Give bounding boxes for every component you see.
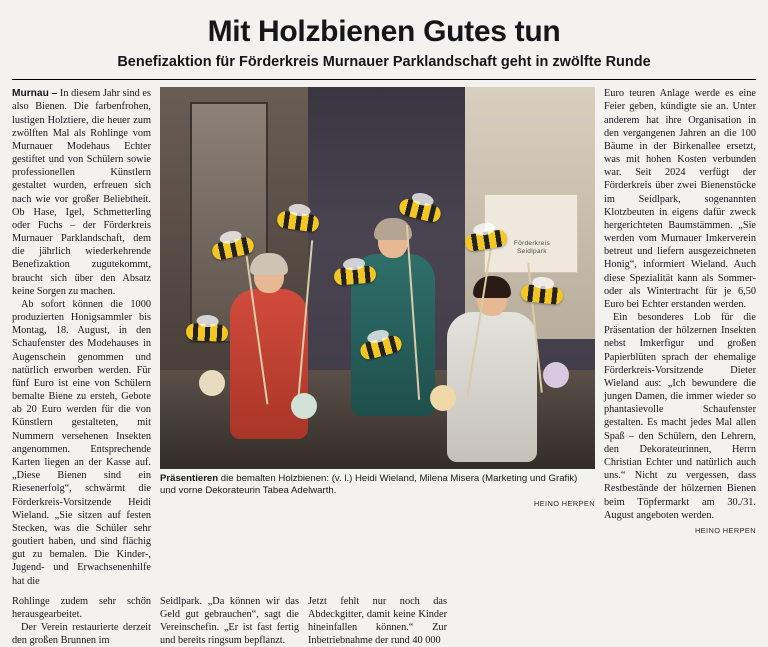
person-head-wrap	[351, 224, 435, 258]
paragraph: Seidlpark. „Da können wir das Geld gut gebrauchen“, sagt die Vereinschefin. „Er ist fast fertig und bereits ringsum bepflanzt.	[160, 595, 299, 647]
paragraph: Ein besonderes Lob für die Präsentation der hölzernen Insekten nebst Imkerfigur und großen Papierblüten sprach der ehemalige Förderkreis-Vorsitzende Dieter Wieland aus: „Ich bewundere die jungen Damen, die immer wieder so phantasievolle Schaufenster gestalten. Es macht jedes Mal allen Spaß – den Schülern, den Lehrern, den Dekorateurinnen, Herrn Christian Echter und natürlich auch uns.“ Nicht zu vergessen, dass Restbestände der hölzernen Bienen beim Töpfermarkt am 30./31. August angeboten werden.	[604, 312, 756, 521]
page-title: Mit Holzbienen Gutes tun	[207, 15, 561, 48]
paragraph	[12, 87, 151, 298]
photo-credit: HEINO HERPEN	[533, 499, 595, 509]
person-head-wrap	[230, 259, 308, 293]
article-columns	[12, 87, 756, 588]
divider	[12, 79, 756, 80]
column-four	[604, 87, 756, 535]
hair	[250, 253, 288, 275]
hair	[473, 276, 511, 298]
wooden-bee	[333, 265, 376, 286]
photo-wrap	[160, 87, 595, 508]
paragraph: Der Verein restaurierte derzeit den großen Brunnen im	[12, 622, 151, 647]
article-photo	[160, 87, 595, 469]
dateline: Murnau –	[12, 88, 58, 100]
paragraph: Rohlinge zudem sehr schön herausgearbeitet.	[12, 595, 151, 620]
paragraph-text: In diesem Jahr sind es also Bienen. Die farbenfrohen, lustigen Holztiere, die heuer zum zwölften Mal als Rohlinge vom Murnauer Modehaus Echter gestiftet und von Schülern sowie professionellen Künstlern gestaltet wurden, erfreuen sich nach wie vor großer Beliebtheit. Ob Hase, Igel, Schmetterling oder Fuchs – der Förderkreis Murnauer Parklandschaft, dem die jährlich wiederkehrende Benefizaktion zugutekommt, braucht sich über den Absatz keine Sorgen zu machen.	[12, 88, 151, 297]
paper-flower	[543, 362, 569, 388]
column-one	[12, 87, 160, 588]
paper-flower	[291, 393, 317, 419]
sign-line-1: Förderkreis	[513, 239, 551, 247]
paper-flower	[430, 385, 456, 411]
wooden-bee	[186, 323, 229, 342]
person-tabea-adelwarth	[447, 282, 537, 462]
paper-flower	[199, 370, 225, 396]
byline-credit: HEINO HERPEN	[694, 525, 756, 535]
sign-line-2: Seidlpark	[517, 248, 547, 256]
body	[447, 312, 537, 462]
caption-lead: Präsentieren	[160, 473, 219, 485]
person-milena-misera	[351, 224, 435, 416]
bottom-columns	[12, 595, 756, 647]
photo-column	[160, 87, 604, 508]
bottom-column-two	[160, 595, 308, 647]
paragraph: Jetzt fehlt nur noch das Abdeckgitter, damit keine Kinder hineinfallen können.“ Zur Inbetriebnahme der rund 40 000	[308, 595, 447, 647]
caption-text: die bemalten Holzbienen: (v. l.) Heidi Wieland, Milena Misera (Marketing und Grafik) und vorne Dekorateurin Tabea Adelwarth.	[160, 473, 578, 497]
bottom-column-three	[308, 595, 456, 647]
photo-caption	[160, 473, 595, 497]
page-subtitle: Benefizaktion für Förderkreis Murnauer Parklandschaft geht in zwölfte Runde	[117, 53, 651, 70]
paragraph: Euro teuren Anlage werde es eine Feier geben, kündigte sie an. Unter anderem hat ihre Organisation in den vergangenen Jahren an die 100 Bäume in der Birkenallee ersetzt, was mit hohen Kosten verbunden war. Seit 2024 verfügt der Förderkreis über zwei Bienenstöcke im Seidlpark, sogenannten Klotzbeuten in eigens dafür zweck hergerichteten Baumstämmen. „Sie werden vom Murnauer Imkerverein betreut und liefern ausgezeichneten Honig“, informiert Wieland. Auch diese Spezialität kann als Sommer- oder als Wintertracht für je 6,50 Euro bei Echter erstanden werden.	[604, 88, 756, 310]
bottom-column-one	[12, 595, 160, 647]
paragraph: Ab sofort können die 1000 produzierten Honigsammler bis Montag, 18. August, in den Schaufenster des Modehauses in Augenschein genommen und natürlich erworben werden. Für fünf Euro ist eine von Schülern bemalte Biene zu ersteh, Gebote ab 20 Euro werden für die von Künstlern gestalteten, mit Nummern versehenen Insekten angenommen. Entsprechende Karten liegen an der Kasse auf. „Diese Bienen sind ein Riesenerfolg“, schwärmt die Förderkreis-Vorsitzende Heidi Wieland. „Sie sitzen auf festen Stecken, was die Schüler sehr goutiert haben, und sind flächig gut zu bemalen. Die Kinder-, Jugend- und Erwachsenenhilfe hat die	[12, 298, 151, 587]
